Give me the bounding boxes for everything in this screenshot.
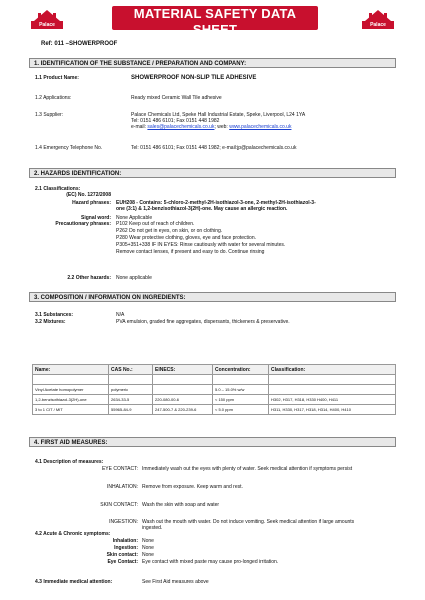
precaution-line: P280 Wear protective clothing, gloves, eye and face protection. [116,235,256,241]
section-2-heading: 2. HAZARDS IDENTIFICATION: [29,168,396,178]
product-name-label: 1.1 Product Name: [35,75,79,81]
palace-logo-left [30,8,64,30]
acute-skin-contact-value: None [142,552,154,558]
title-banner [112,6,318,43]
skin-contact-label: SKIN CONTACT: [100,502,138,508]
acute-inhalation-value: None [142,538,154,544]
document-subtitle: VERSION 1 - EPD / 1999 / 45 / EC [187,39,243,43]
table-cell [109,375,153,385]
web-prefix: ; web: [214,124,230,130]
table-header-row [33,365,396,375]
supplier-address: Palace Chemicals Ltd, Speke Hall Industrial Estate, Speke, Liverpool, L24 1YA [131,112,306,118]
table-cell: 5.0 – 15.0% w/w [213,385,269,395]
column-header: EINECS: [153,365,213,375]
ingestion-value-line-2: ingested. [142,525,163,531]
table-cell: 55965-84-9 [109,405,153,415]
eye-contact-label: EYE CONTACT: [101,466,138,472]
acute-skin-contact-label: Skin contact: [106,552,138,558]
precaution-line: Remove contact lenses, if present and easy to do. Continue rinsing [116,249,265,255]
table-row [33,395,396,405]
logo-text: Palace [362,21,394,29]
classifications-label: 2.1 Classifications: [35,186,81,192]
substances-label: 3.1 Substances: [35,312,74,318]
other-hazards-value: None applicable [116,275,152,281]
table-cell: 220-080-00-6 [153,395,213,405]
other-hazards-label: 2.2 Other hazards: [67,275,111,281]
table-cell: 247-500-7 & 220-239-6 [153,405,213,415]
acute-eye-contact-label: Eye Contact: [107,559,138,565]
supplier-email-link[interactable]: sales@palacechemicals.co.uk [147,124,215,130]
mixtures-value: PVA emulsion, graded fine aggregates, dispersants, thickeners & preservative. [116,319,290,325]
hazard-phrases-line-2: one (3:1) & 1,2-benzisothiazol-3(2H)-one. May cause an allergic reaction. [116,206,288,212]
column-header: Concentration: [213,365,269,375]
signal-word-label: Signal word: [81,215,111,221]
ingredients-table [32,364,396,415]
description-of-measures-label: 4.1 Description of measures: [35,459,104,465]
emergency-label: 1.4 Emergency Telephone No. [35,145,103,151]
skin-contact-value: Wash the skin with soap and water [142,502,220,508]
logo-text: Palace [31,21,63,29]
email-prefix: e-mail: [131,124,148,130]
immediate-medical-attention-value: See First Aid measures above [142,579,209,585]
table-row [33,375,396,385]
acute-eye-contact-value: Eye contact with mixed paste may cause pro-longed irritation. [142,559,279,565]
acute-chronic-label: 4.2 Acute & Chronic symptoms: [35,531,111,537]
mixtures-label: 3.2 Mixtures: [35,319,66,325]
inhalation-value: Remove from exposure. Keep warm and rest. [142,484,243,490]
table-cell: Vinyl Acetate homopolymer [33,385,109,395]
product-name-value: SHOWERPROOF NON-SLIP TILE ADHESIVE [131,75,257,81]
table-cell: 1,2-benzisothiazol-3(2H)-one [33,395,109,405]
table-cell: 3 to 1 CIT / MIT [33,405,109,415]
table-cell: H302, H317, H318, H330 H400, H411 [269,395,396,405]
table-cell: < 5.0 ppm [213,405,269,415]
substances-value: N/A [116,312,125,318]
precaution-line: P262 Do not get in eyes, on skin, or on clothing. [116,228,223,234]
emergency-value: Tel: 0151 486 6101; Fax 0151 448 1982; e-mail:jp@palacechemicals.co.uk [131,145,297,151]
table-cell: H311, H330, H317, H318, H314, H400, H410 [269,405,396,415]
acute-ingestion-value: None [142,545,154,551]
supplier-phone: Tel: 0151 486 6101; Fax 0151 448 1982 [131,118,220,124]
acute-inhalation-label: Inhalation: [112,538,138,544]
table-cell [269,385,396,395]
column-header: Classification: [269,365,396,375]
supplier-contact-line [131,124,291,130]
hazard-phrases-line-1: EUH208 - Contains: 5-chloro-2-methyl-2H-isothiazol-3-one, 2-methyl-2H-isothiazol-3- [116,200,316,206]
table-cell: 2634-33-5 [109,395,153,405]
supplier-label: 1.3 Supplier: [35,112,64,118]
eye-contact-value: Immediately wash out the eyes with plenty of water. Seek medical attention if symptoms persist [142,466,353,472]
section-4-heading: 4. FIRST AID MEASURES: [29,437,396,447]
column-header: Name: [33,365,109,375]
table-cell: polymeric [109,385,153,395]
table-cell [153,385,213,395]
applications-value: Ready mixed Ceramic Wall Tile adhesive [131,95,222,101]
table-row [33,385,396,395]
applications-label: 1.2 Applications: [35,95,72,101]
table-row [33,405,396,415]
precaution-line: P102 Keep out of reach of children. [116,221,195,227]
inhalation-label: INHALATION: [106,484,138,490]
palace-logo-right [361,8,395,30]
table-cell [213,375,269,385]
immediate-medical-attention-label: 4.3 Immediate medical attention: [35,579,113,585]
hazard-phrases-label: Hazard phrases: [72,200,111,206]
table-cell [269,375,396,385]
reference-number: Ref: 011 –SHOWERPROOF [41,41,118,47]
section-3-heading: 3. COMPOSITION / INFORMATION ON INGREDIENTS: [29,292,396,302]
column-header: CAS No.: [109,365,153,375]
supplier-web-link[interactable]: www.palacechemicals.co.uk [229,124,292,130]
section-1-heading: 1. IDENTIFICATION OF THE SUBSTANCE / PREPARATION AND COMPANY: [29,58,396,68]
acute-ingestion-label: Ingestion: [114,545,138,551]
ingestion-label: INGESTION: [109,519,138,525]
precautionary-phrases-label: Precautionary phrases: [55,221,111,227]
ec-regulation-label: (EC) No. 1272/2008 [66,192,111,198]
document-title: MATERIAL SAFETY DATA SHEET [133,6,297,37]
ingestion-value-line-1: Wash out the mouth with water. Do not induce vomiting. Seek medical attention if large amounts [142,519,355,525]
table-cell: < 150 ppm [213,395,269,405]
table-cell [33,375,109,385]
table-cell [153,375,213,385]
precaution-line: P305+351+338 IF IN EYES: Rinse cautiously with water for several minutes. [116,242,286,248]
signal-word-value: None Applicable [116,215,153,221]
